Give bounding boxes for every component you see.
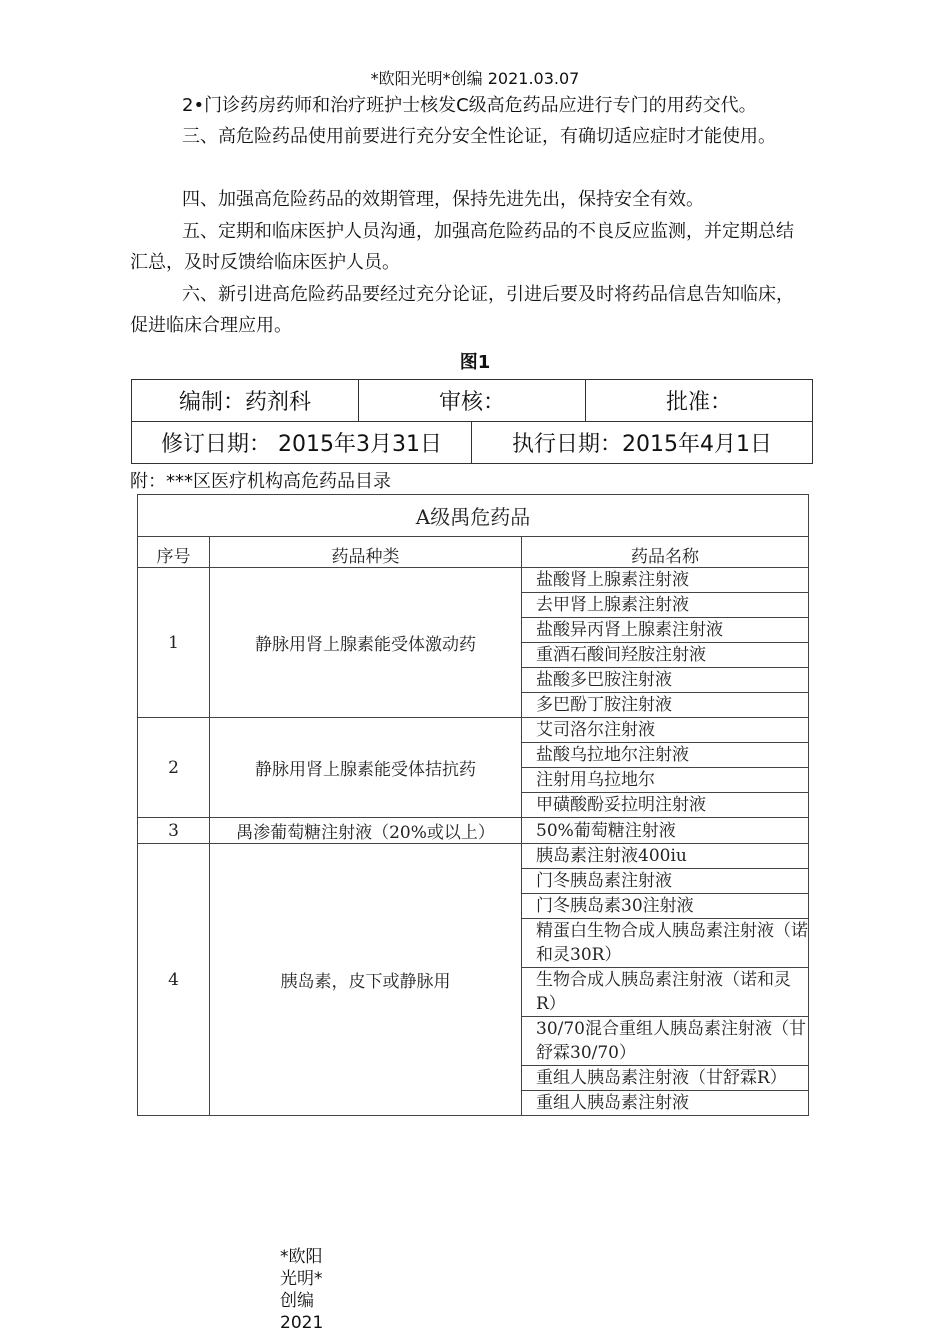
drug-name: 50%葡萄糖注射液 xyxy=(522,818,809,844)
row-number: 2 xyxy=(138,718,210,818)
page-header: *欧阳光明*创编 2021.03.07 xyxy=(370,69,580,88)
page-footer: *欧阳光明*创编2021 xyxy=(280,1247,324,1333)
table-row xyxy=(138,818,809,844)
drug-category: 静脉用肾上腺素能受体激动药 xyxy=(210,568,522,718)
row-number: 4 xyxy=(138,844,210,1116)
paragraph-6: 六、新引进高危险药品要经过充分论证，引进后要及时将药品信息告知临床，促进临床合理应用。 xyxy=(130,284,794,336)
appendix-title: 附：***区医疗机构高危药品目录 xyxy=(130,471,391,492)
drug-name: 盐酸乌拉地尔注射液 xyxy=(522,743,809,768)
drug-name: 重组人胰岛素注射液 xyxy=(522,1091,809,1116)
drug-category: 禺渗葡萄糖注射液（20%或以上） xyxy=(210,818,522,844)
drug-name: 胰岛素注射液400iu xyxy=(522,844,809,869)
drug-name: 盐酸肾上腺素注射液 xyxy=(522,568,809,593)
drug-name: 重酒石酸间羟胺注射液 xyxy=(522,643,809,668)
reviewed-by: 审核： xyxy=(359,380,586,422)
signoff-table xyxy=(131,379,813,422)
drug-name: 艾司洛尔注射液 xyxy=(522,718,809,743)
compiled-by: 编制：药剂科 xyxy=(132,380,359,422)
drug-name: 盐酸多巴胺注射液 xyxy=(522,668,809,693)
table-caption: A级禺危药品 xyxy=(138,495,809,537)
effective-date: 执行日期：2015年4月1日 xyxy=(472,422,813,464)
drug-category: 静脉用肾上腺素能受体拮抗药 xyxy=(210,718,522,818)
drug-catalog-table xyxy=(137,494,809,1116)
drug-category: 胰岛素，皮下或静脉用 xyxy=(210,844,522,1116)
drug-name: 门冬胰岛素注射液 xyxy=(522,869,809,894)
drug-name: 精蛋白生物合成人胰岛素注射液（诺和灵30R） xyxy=(522,919,809,968)
signoff-dates-table xyxy=(131,421,813,464)
column-header-no: 序号 xyxy=(138,537,210,568)
drug-name: 盐酸异丙肾上腺素注射液 xyxy=(522,618,809,643)
figure-label: 图1 xyxy=(459,352,491,373)
drug-name: 重组人胰岛素注射液（甘舒霖R） xyxy=(522,1066,809,1091)
paragraph-2: 2•门诊药房药师和治疗班护士核发C级高危药品应进行专门的用药交代。 xyxy=(182,95,757,116)
row-number: 1 xyxy=(138,568,210,718)
revision-date: 修订日期： 2015年3月31日 xyxy=(132,422,472,464)
drug-name: 注射用乌拉地尔 xyxy=(522,768,809,793)
drug-name: 30/70混合重组人胰岛素注射液（甘舒霖30/70） xyxy=(522,1017,809,1066)
table-row xyxy=(138,718,809,743)
drug-name: 生物合成人胰岛素注射液（诺和灵R） xyxy=(522,968,809,1017)
column-header-drug-name: 药品名称 xyxy=(522,537,809,568)
drug-name: 去甲肾上腺素注射液 xyxy=(522,593,809,618)
table-row xyxy=(138,844,809,869)
drug-name: 多巴酚丁胺注射液 xyxy=(522,693,809,718)
drug-name: 甲磺酸酚妥拉明注射液 xyxy=(522,793,809,818)
table-row xyxy=(138,568,809,593)
paragraph-4: 四、加强高危险药品的效期管理，保持先进先出，保持安全有效。 xyxy=(182,189,704,210)
column-header-category: 药品种类 xyxy=(210,537,522,568)
paragraph-5: 五、定期和临床医护人员沟通，加强高危险药品的不良反应监测，并定期总结汇总，及时反馈给临床医护人员。 xyxy=(130,221,794,273)
paragraph-3: 三、高危险药品使用前要进行充分安全性论证，有确切适应症时才能使用。 xyxy=(182,126,776,147)
drug-name: 门冬胰岛素30注射液 xyxy=(522,894,809,919)
row-number: 3 xyxy=(138,818,210,844)
approved-by: 批准： xyxy=(586,380,813,422)
